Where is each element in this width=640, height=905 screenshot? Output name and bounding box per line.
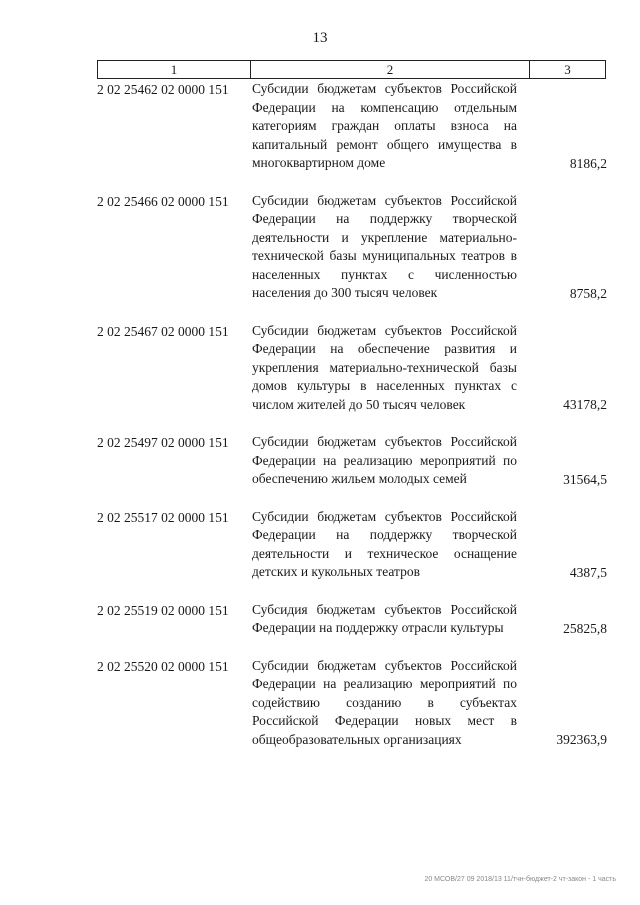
table-row xyxy=(0,508,640,582)
row-description: Субсидии бюджетам субъектов Российской Федерации на реализацию мероприятий по обеспечению жильем молодых семей xyxy=(252,434,517,486)
row-description: Субсидии бюджетам субъектов Российской Федерации на реализацию мероприятий по содействию созданию в субъектах Российской Федерации новых мест в общеобразовательных организациях xyxy=(252,657,517,747)
row-description: Субсидии бюджетам субъектов Российской Федерации на поддержку творческой деятельности и техническое оснащение детских и кукольных театров xyxy=(252,508,517,579)
document-footer: 20 МСОВ/27 09 2018/13 11/тчн-бюджет-2 чт-закон - 1 часть xyxy=(424,876,616,883)
row-amount: 8758,2 xyxy=(569,285,607,301)
header-col-3: 3 xyxy=(564,62,571,77)
table-row xyxy=(0,80,640,173)
budget-code: 2 02 25462 02 0000 151 xyxy=(97,82,229,97)
table-body xyxy=(0,80,640,768)
row-description: Субсидии бюджетам субъектов Российской Федерации на компенсацию отдельным категориям граждан оплаты взноса на капитальный ремонт общего имущества в многоквартирном доме xyxy=(252,81,517,170)
table-row xyxy=(0,433,640,489)
budget-code: 2 02 25519 02 0000 151 xyxy=(97,602,229,618)
row-amount: 4387,5 xyxy=(569,564,607,580)
table-row xyxy=(0,192,640,303)
row-description: Субсидии бюджетам субъектов Российской Федерации на поддержку творческой деятельности и укрепление материально-технической базы муниципальных театров в населенных пунктах с численностью населения до 300 тысяч человек xyxy=(252,192,517,300)
row-amount: 392363,9 xyxy=(556,732,607,747)
page-number: 13 xyxy=(312,30,328,46)
row-description: Субсидии бюджетам субъектов Российской Федерации на обеспечение развития и укрепления материально-технической базы домов культуры в населенных пунктах с числом жителей до 50 тысяч человек xyxy=(252,322,517,412)
row-amount: 31564,5 xyxy=(563,471,607,487)
row-description: Субсидия бюджетам субъектов Российской Федерации на поддержку отрасли культуры xyxy=(252,601,517,635)
row-amount: 25825,8 xyxy=(563,620,607,636)
budget-code: 2 02 25517 02 0000 151 xyxy=(97,509,229,525)
budget-code: 2 02 25467 02 0000 151 xyxy=(97,323,229,339)
header-col-1: 1 xyxy=(98,61,251,78)
row-amount: 43178,2 xyxy=(563,397,607,412)
row-amount: 8186,2 xyxy=(569,155,607,171)
budget-code: 2 02 25520 02 0000 151 xyxy=(97,658,229,674)
table-row xyxy=(0,601,640,638)
table-row xyxy=(0,322,640,415)
budget-code: 2 02 25497 02 0000 151 xyxy=(97,435,229,450)
header-col-2: 2 xyxy=(251,61,530,78)
table-header xyxy=(97,60,606,79)
table-row xyxy=(0,657,640,750)
budget-code: 2 02 25466 02 0000 151 xyxy=(97,193,229,209)
